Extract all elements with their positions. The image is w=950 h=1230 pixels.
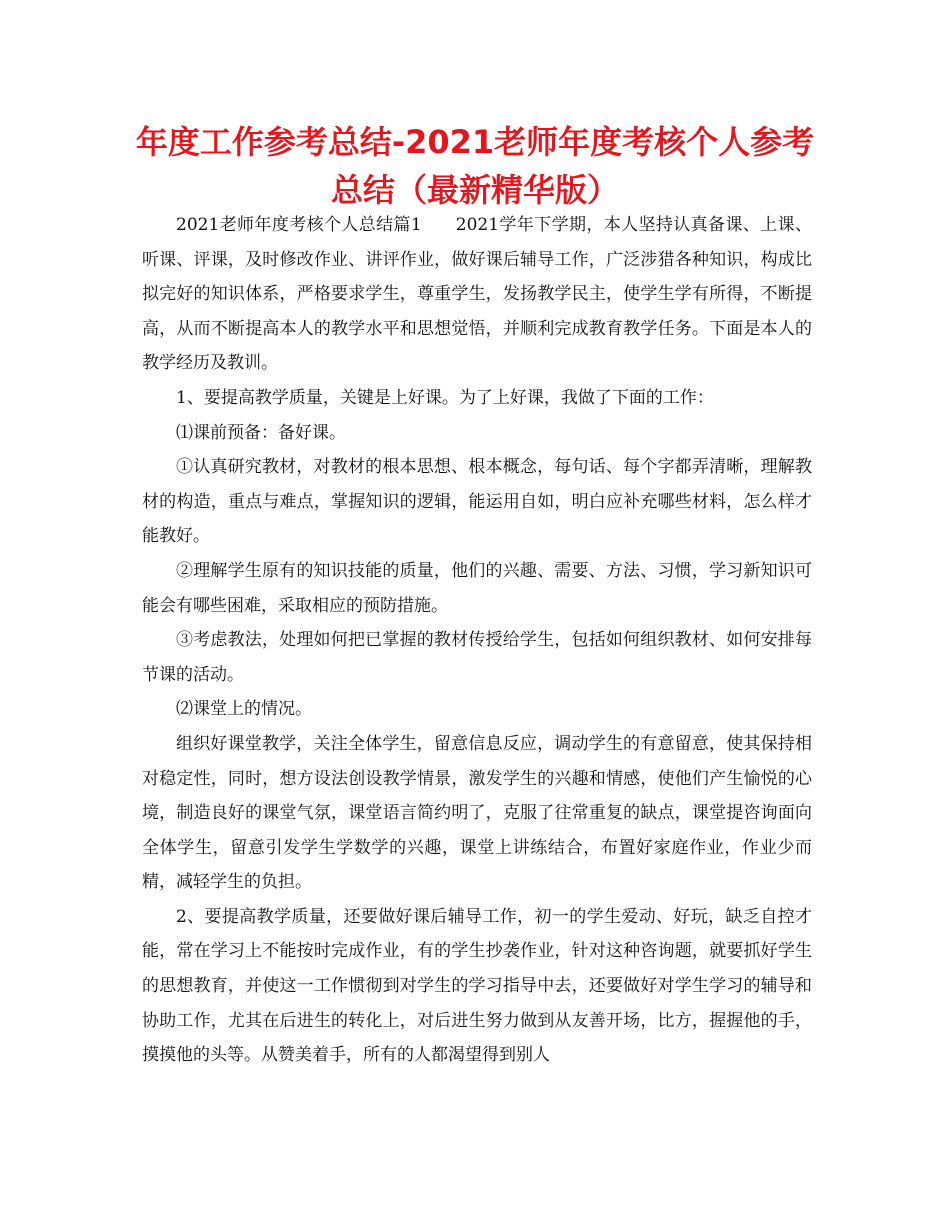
intro-text: 2021学年下学期，本人坚持认真备课、上课、听课、评课，及时修改作业、讲评作业，做好课后辅导工作，广泛涉猎各种知识，构成比拟完好的知识体系，严格要求学生，尊重学生，发扬教学民主，使学生学有所得，不断提高，从而不断提高本人的教学水平和思想觉悟，并顺利完成教育教学任务。下面是本人的教学经历及教训。 [142, 215, 812, 374]
paragraph-6: ⑵课堂上的情况。 [176, 699, 312, 720]
paragraph-5: ③考虑教法，处理如何把已掌握的教材传授给学生，包括如何组织教材、如何安排每节课的活动。 [142, 630, 812, 685]
paragraph-1: 1、要提高教学质量，关键是上好课。为了上好课，我做了下面的工作： [176, 387, 714, 408]
paragraph-2: ⑴课前预备：备好课。 [176, 422, 346, 443]
paragraph-8: 2、要提高教学质量，还要做好课后辅导工作，初一的学生爱动、好玩，缺乏自控才能，常在学习上不能按时完成作业，有的学生抄袭作业，针对这种咨询题，就要抓好学生的思想教育，并使这一工作惯彻到对学生的学习指导中去，还要做好对学生学习的辅导和协助工作，尤其在后进生的转化上，对后进生努力做到从友善开场，比方，握握他的手，摸摸他的头等。从赞美着手，所有的人都渴望得到别人 [142, 906, 812, 1066]
paragraph-3: ①认真研究教材，对教材的根本思想、根本概念，每句话、每个字都弄清晰，理解教材的构造，重点与难点，掌握知识的逻辑，能运用自如，明白应补充哪些材料，怎么样才能教好。 [142, 457, 812, 547]
intro-paragraph [142, 208, 812, 381]
paragraph-7: 组织好课堂教学，关注全体学生，留意信息反应，调动学生的有意留意，使其保持相对稳定性，同时，想方设法创设教学情景，激发学生的兴趣和情感，使他们产生愉悦的心境，制造良好的课堂气氛，课堂语言简约明了，克服了往常重复的缺点，课堂提咨询面向全体学生，留意引发学生学数学的兴趣，课堂上讲练结合，布置好家庭作业，作业少而精，减轻学生的负担。 [142, 733, 812, 893]
document-title: 年度工作参考总结-2021老师年度考核个人参考总结（最新精华版） [135, 123, 815, 209]
document-body [142, 208, 812, 1073]
intro-heading: 2021老师年度考核个人总结篇1 [176, 215, 422, 235]
paragraph-4: ②理解学生原有的知识技能的质量，他们的兴趣、需要、方法、习惯，学习新知识可能会有哪些困难，采取相应的预防措施。 [142, 560, 812, 616]
